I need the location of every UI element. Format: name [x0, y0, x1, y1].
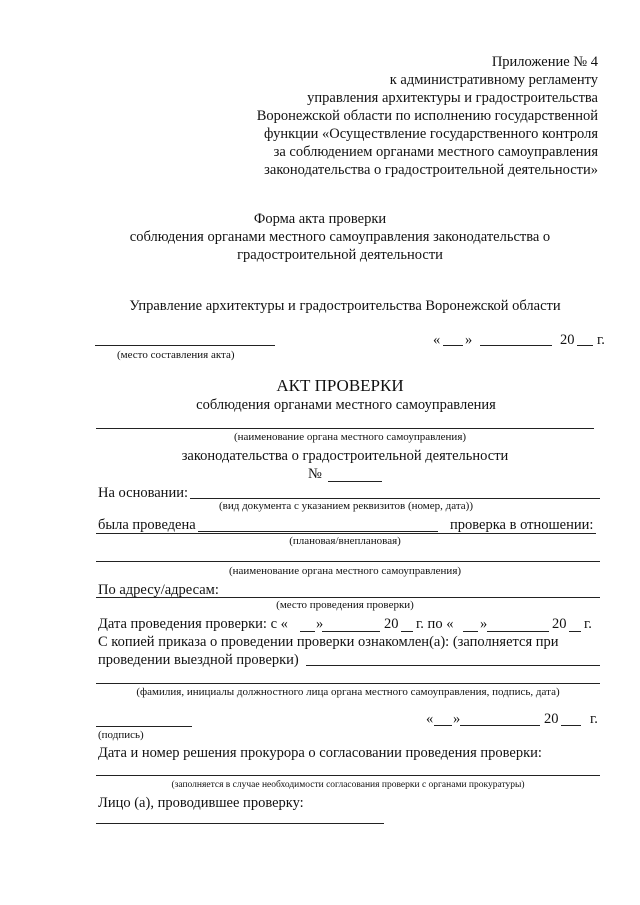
date-day-line — [443, 345, 463, 346]
prosecutor-caption: (заполняется в случае необходимости согласования проверки с органами прокуратуры) — [171, 780, 525, 790]
check-type-caption: (плановая/внеплановая) — [289, 535, 401, 547]
signature-line — [96, 726, 192, 727]
copy-line-1 — [98, 633, 600, 651]
date-open-quote: « — [433, 332, 441, 348]
sign-date-open: « — [426, 711, 434, 727]
form-title-line-2: соблюдения органами местного самоуправления законодательства о — [129, 229, 551, 245]
basis-caption: (вид документа с указанием реквизитов (номер, дата)) — [219, 500, 473, 512]
act-subtitle: соблюдения органами местного самоуправления — [196, 397, 496, 413]
basis-label: На основании: — [98, 485, 188, 501]
inspector-label: Лицо (а), проводившее проверку: — [98, 795, 304, 811]
appendix-line-1: Приложение № 4 — [491, 54, 598, 70]
dates-year1-line — [401, 631, 413, 632]
signature-caption: (подпись) — [98, 729, 144, 741]
basis-line — [190, 498, 600, 499]
sign-date-year-line — [561, 725, 581, 726]
act-number-sign: № — [308, 466, 322, 482]
official-line — [96, 683, 600, 684]
dates-mid: г. по « — [416, 616, 454, 632]
dates-close-quote-1: » — [316, 616, 324, 632]
dates-day1-line — [300, 631, 315, 632]
date-month-line — [480, 345, 552, 346]
dates-end: г. — [584, 616, 592, 632]
dates-close-quote-2: » — [480, 616, 488, 632]
org-line — [96, 561, 600, 562]
relation-underline — [96, 533, 596, 534]
dates-year-2: 20 — [552, 616, 567, 632]
dates-year2-line — [569, 631, 581, 632]
appendix-line-6: за соблюдением органами местного самоуправления — [273, 144, 598, 160]
relation-label: проверка в отношении: — [450, 517, 594, 533]
official-caption: (фамилия, инициалы должностного лица органа местного самоуправления, подпись, дата) — [136, 686, 560, 698]
date-year-line — [577, 345, 593, 346]
prosecutor-label: Дата и номер решения прокурора о согласовании проведения проверки: — [98, 745, 542, 761]
authority-name: Управление архитектуры и градостроительства Воронежской области — [129, 298, 561, 314]
dates-label: Дата проведения проверки: с « — [98, 616, 288, 632]
dates-year-1: 20 — [384, 616, 399, 632]
form-title-line-3: градостроительной деятельности — [237, 247, 443, 263]
date-suffix: г. — [597, 332, 605, 348]
sign-date-month-line — [460, 725, 540, 726]
act-number-line — [328, 481, 382, 482]
copy-line-1-text: С копией приказа о проведении проверки ознакомлен(а): (заполняется при — [98, 634, 559, 650]
place-caption: (место составления акта) — [117, 349, 235, 361]
place-line — [95, 345, 275, 346]
date-year-prefix: 20 — [560, 332, 575, 348]
sign-date-suffix: г. — [590, 711, 598, 727]
act-title: АКТ ПРОВЕРКИ — [276, 376, 404, 395]
appendix-line-4: Воронежской области по исполнению государственной — [256, 108, 598, 124]
sign-date-year: 20 — [544, 711, 559, 727]
conducted-label: была проведена — [98, 517, 196, 533]
appendix-line-3: управления архитектуры и градостроительства — [307, 90, 598, 106]
org-caption: (наименование органа местного самоуправления) — [228, 565, 462, 577]
dates-month2-line — [487, 631, 549, 632]
prosecutor-line — [96, 775, 600, 776]
address-caption: (место проведения проверки) — [276, 599, 414, 611]
body-name-line — [96, 428, 594, 429]
address-line — [96, 597, 600, 598]
appendix-line-2: к административному регламенту — [389, 72, 598, 88]
appendix-line-7: законодательства о градостроительной деятельности» — [264, 162, 598, 178]
address-label: По адресу/адресам: — [98, 582, 219, 598]
copy-line-2: проведении выездной проверки) — [98, 652, 299, 668]
appendix-line-5: функции «Осуществление государственного контроля — [264, 126, 598, 142]
date-close-quote: » — [465, 332, 473, 348]
sign-date-close: » — [453, 711, 461, 727]
copy-line — [306, 665, 600, 666]
body-name-caption: (наименование органа местного самоуправления) — [233, 431, 467, 443]
dates-day2-line — [463, 631, 478, 632]
act-subject: законодательства о градостроительной деятельности — [181, 448, 509, 464]
form-title-line-1: Форма акта проверки — [253, 211, 387, 227]
inspector-line — [96, 823, 384, 824]
check-type-line — [198, 531, 438, 532]
sign-date-day-line — [434, 725, 452, 726]
dates-month1-line — [322, 631, 380, 632]
